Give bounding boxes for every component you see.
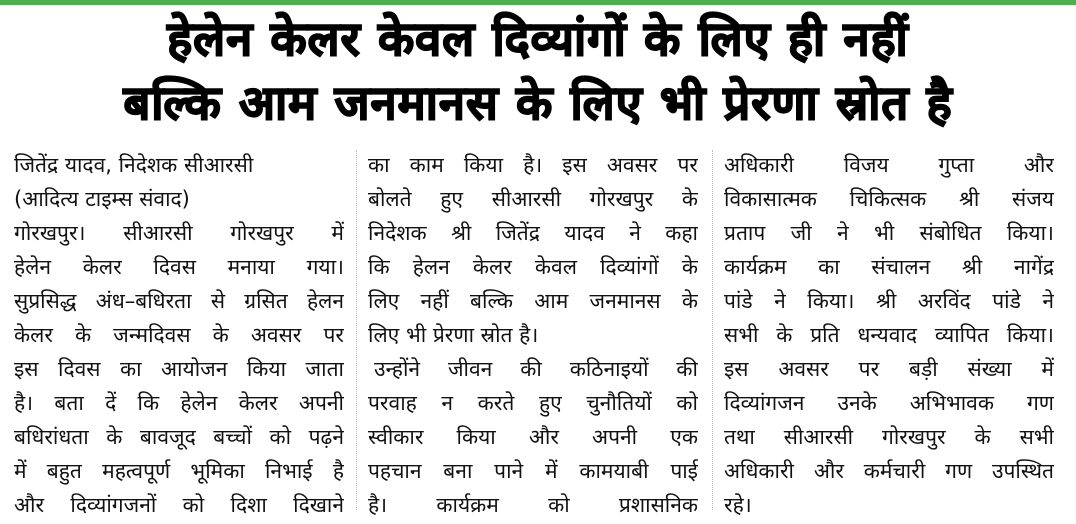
body-line: और दिव्यांगजनों को दिशा दिखाने <box>14 493 344 516</box>
body-line: अधिकारी विजय गुप्ता और <box>724 153 1054 177</box>
body-line: निदेशक श्री जितेंद्र यादव ने कहा <box>368 221 698 245</box>
body-line: इस अवसर पर बड़ी संख्या में <box>724 357 1054 381</box>
byline: जितेंद्र यादव, निदेशक सीआरसी <box>14 153 254 177</box>
column-divider <box>712 150 713 510</box>
headline <box>0 8 1076 136</box>
body-line: केलर के जन्मदिवस के अवसर पर <box>14 323 344 347</box>
source-credit: (आदित्य टाइम्स संवाद) <box>14 187 190 211</box>
article-column-1 <box>14 148 344 516</box>
body-line: रहे। <box>724 493 752 516</box>
headline-line-2: बल्कि आम जनमानस के लिए भी प्रेरणा स्रोत है <box>123 76 953 131</box>
body-line: सुप्रसिद्ध अंध–बधिरता से ग्रसित हेलन <box>14 289 344 313</box>
body-line: स्वीकार किया और अपनी एक <box>368 425 698 449</box>
body-line: इस दिवस का आयोजन किया जाता <box>14 357 344 381</box>
body-line: कार्यक्रम का संचालन श्री नागेंद्र <box>724 255 1054 279</box>
body-line: प्रताप जी ने भी संबोधित किया। <box>724 221 1054 245</box>
body-line: में बहुत महत्वपूर्ण भूमिका निभाई है <box>14 459 344 483</box>
paragraph-start-line: उन्होंने जीवन की कठिनाइयों की <box>374 357 698 381</box>
body-line: लिए नहीं बल्कि आम जनमानस के <box>368 289 698 313</box>
body-line: सभी के प्रति धन्यवाद व्यापित किया। <box>724 323 1054 347</box>
body-line: परवाह न करते हुए चुनौतियों को <box>368 391 698 415</box>
body-line: है। कार्यक्रम को प्रशासनिक <box>368 493 698 516</box>
top-color-rule <box>0 0 1076 5</box>
body-line: गोरखपुर। सीआरसी गोरखपुर में <box>14 221 344 245</box>
body-line: पहचान बना पाने में कामयाबी पाई <box>368 459 698 483</box>
headline-line-1: हेलेन केलर केवल दिव्यांगों के लिए ही नहीं <box>167 12 909 67</box>
article-column-2 <box>368 148 698 516</box>
body-line: अधिकारी और कर्मचारी गण उपस्थित <box>724 459 1054 483</box>
body-line: विकासात्मक चिकित्सक श्री संजय <box>724 187 1054 211</box>
body-line: तथा सीआरसी गोरखपुर के सभी <box>724 425 1054 449</box>
body-line: दिव्यांगजन उनके अभिभावक गण <box>724 391 1054 415</box>
body-line: कि हेलन केलर केवल दिव्यांगों के <box>368 255 698 279</box>
article-column-3 <box>724 148 1054 516</box>
body-line: बधिरांधता के बावजूद बच्चों को पढ़ने <box>14 425 344 449</box>
body-line: हेलेन केलर दिवस मनाया गया। <box>14 255 344 279</box>
body-line: बोलते हुए सीआरसी गोरखपुर के <box>368 187 698 211</box>
column-divider <box>356 150 357 510</box>
body-line: का काम किया है। इस अवसर पर <box>368 153 698 177</box>
body-line: लिए भी प्रेरणा स्रोत है। <box>368 323 539 347</box>
body-line: है। बता दें कि हेलेन केलर अपनी <box>14 391 344 415</box>
body-line: पांडे ने किया। श्री अरविंद पांडे ने <box>724 289 1054 313</box>
